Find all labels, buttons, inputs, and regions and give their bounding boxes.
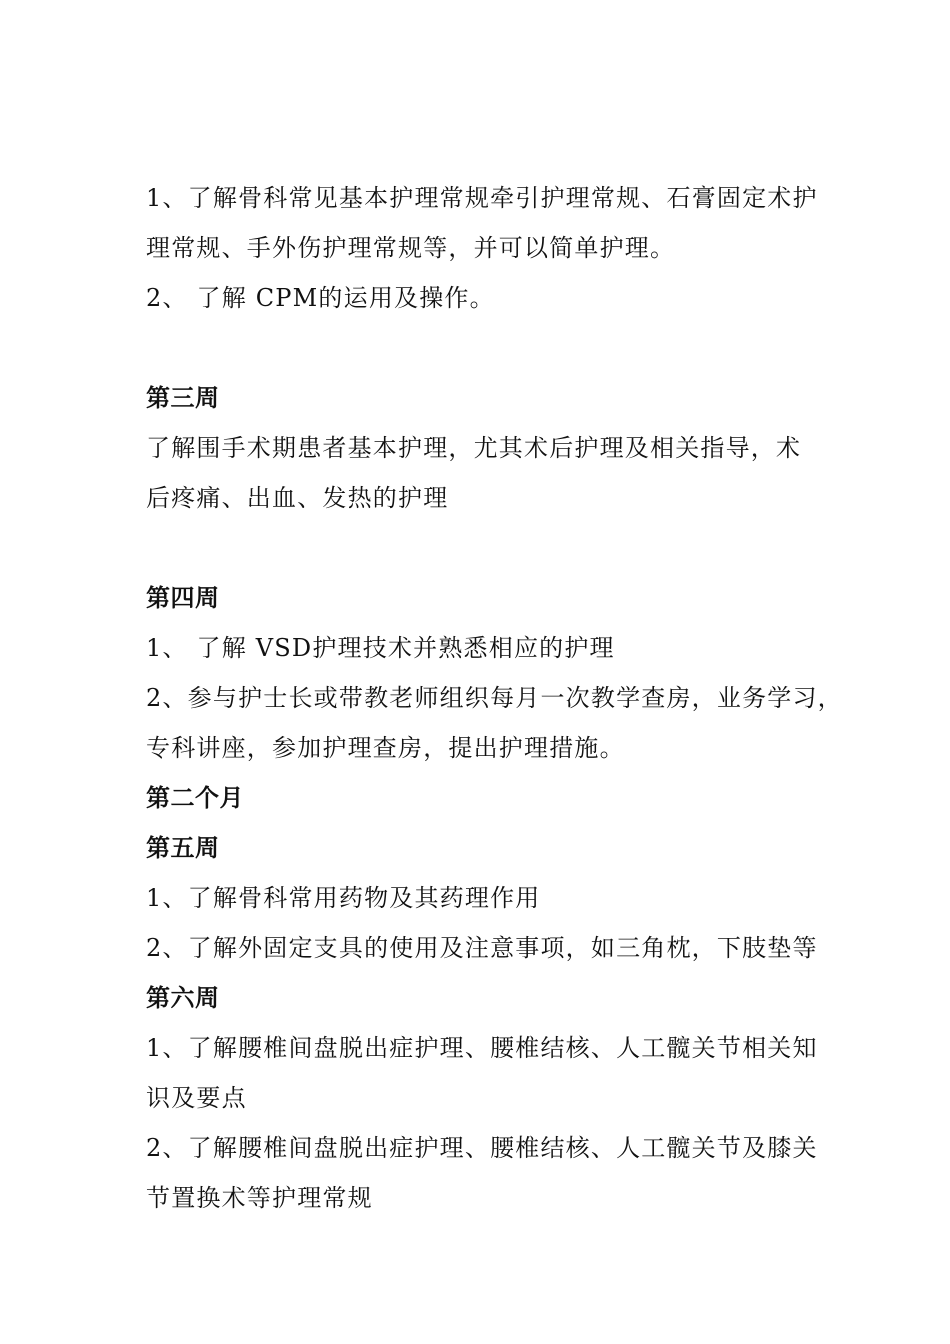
paragraph-line: 理常规、手外伤护理常规等，并可以简单护理。 xyxy=(146,234,676,262)
paragraph-line: 了解围手术期患者基本护理，尤其术后护理及相关指导，术 xyxy=(146,434,802,462)
paragraph-line: 节置换术等护理常规 xyxy=(146,1184,373,1212)
paragraph-line: 2、 了解 CPM的运用及操作。 xyxy=(146,284,495,312)
section-heading: 第六周 xyxy=(146,983,220,1012)
section-heading: 第三周 xyxy=(146,383,220,412)
paragraph-line: 1、了解骨科常见基本护理常规牵引护理常规、石膏固定术护 xyxy=(146,184,818,212)
paragraph-line: 1、了解腰椎间盘脱出症护理、腰椎结核、人工髋关节相关知 xyxy=(146,1034,818,1062)
paragraph-line: 2、了解外固定支具的使用及注意事项，如三角枕，下肢垫等 xyxy=(146,934,818,962)
section-heading: 第五周 xyxy=(146,833,220,862)
paragraph-line: 2、了解腰椎间盘脱出症护理、腰椎结核、人工髋关节及膝关 xyxy=(146,1134,818,1162)
paragraph-line: 后疼痛、出血、发热的护理 xyxy=(146,484,449,512)
paragraph-line: 1、了解骨科常用药物及其药理作用 xyxy=(146,884,541,912)
section-heading: 第四周 xyxy=(146,583,220,612)
paragraph-line: 专科讲座，参加护理查房，提出护理措施。 xyxy=(146,734,625,762)
section-heading: 第二个月 xyxy=(146,783,244,812)
paragraph-line: 识及要点 xyxy=(146,1084,247,1112)
paragraph-line: 2、参与护士长或带教老师组织每月一次教学查房，业务学习， xyxy=(146,684,843,712)
paragraph-line: 1、 了解 VSD护理技术并熟悉相应的护理 xyxy=(146,634,615,662)
